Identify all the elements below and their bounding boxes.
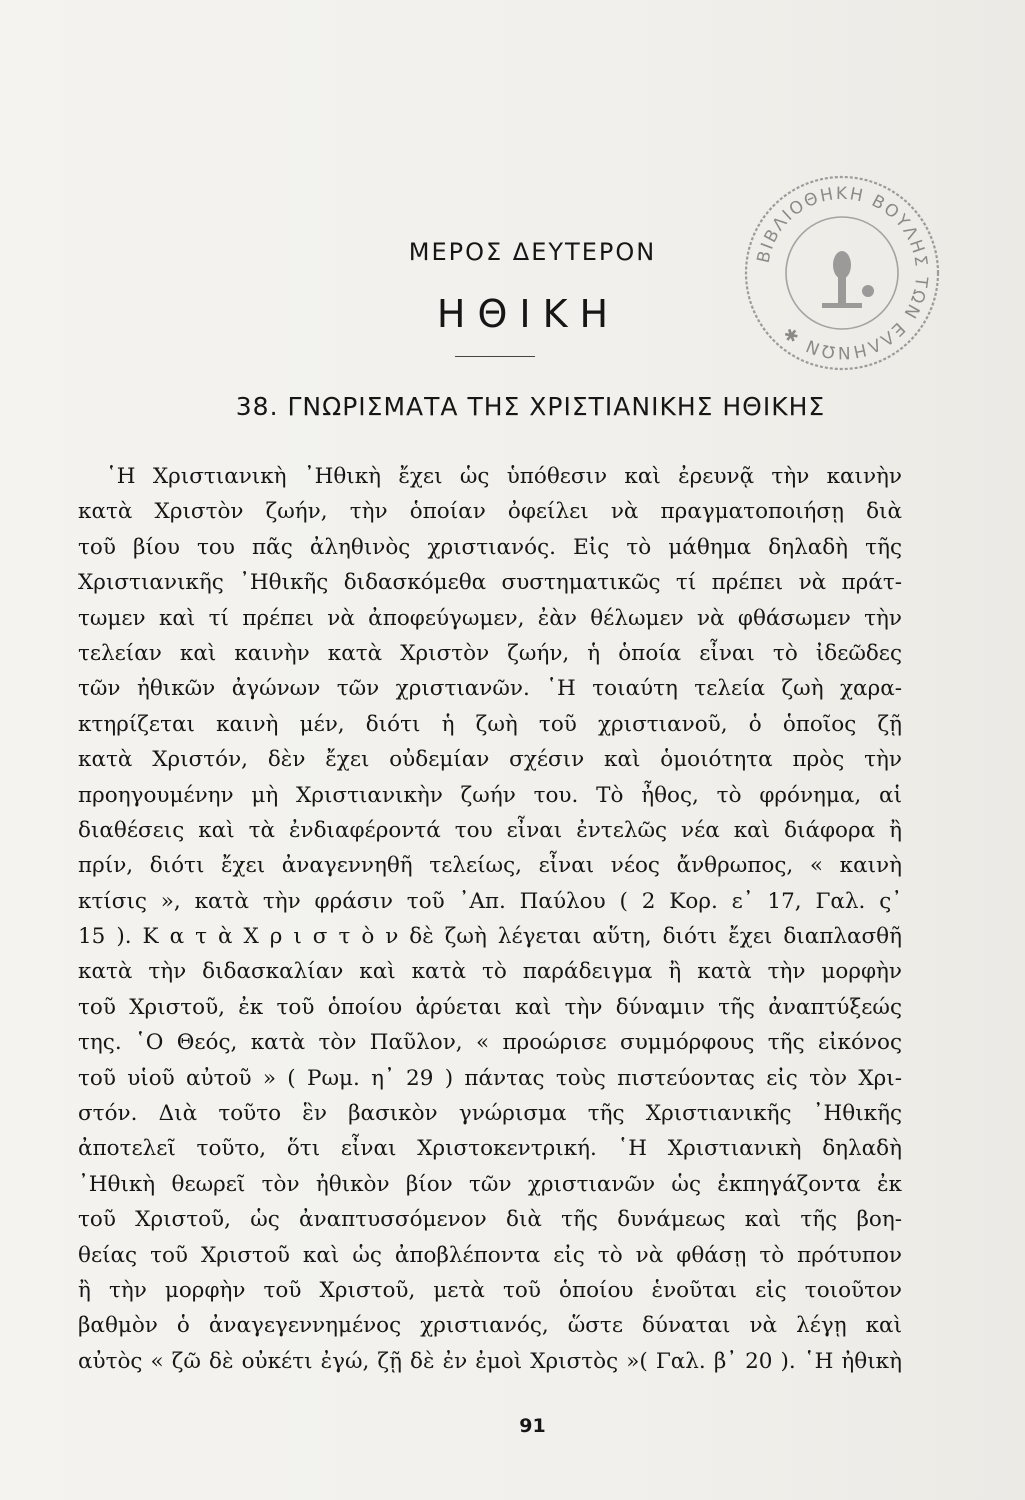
text-line: κτίσις », κατὰ τὴν φράσιν τοῦ ᾿Απ. Παύλου ( 2 Κορ. ε᾿ 17, Γαλ. ς᾿ (78, 888, 902, 914)
text-line: τοῦ Χριστοῦ, ὡς ἀναπτυσσόμενον διὰ τῆς δυνάμεως καὶ τῆς βοη- (78, 1207, 902, 1233)
body-text (78, 459, 902, 1379)
title-divider (455, 356, 535, 357)
text-line: τῶν ἠθικῶν ἀγώνων τῶν χριστιανῶν. ῾Η τοιαύτη τελεία ζωὴ χαρα- (78, 676, 902, 702)
text-line: Χριστιανικῆς ᾿Ηθικῆς διδασκόμεθα συστηματικῶς τί πρέπει νὰ πράτ- (78, 570, 902, 596)
text-line: ῾Η Χριστιανικὴ ᾿Ηθικὴ ἔχει ὡς ὑπόθεσιν καὶ ἐρευνᾷ τὴν καινὴν (106, 464, 902, 489)
part-title: ΜΕΡΟΣ ΔΕΥΤΕΡΟΝ (408, 238, 657, 266)
text-line: θείας τοῦ Χριστοῦ καὶ ὡς ἀποβλέποντα εἰς τὸ νὰ φθάσῃ τὸ πρότυπον (78, 1242, 902, 1268)
text-line: τοῦ υἱοῦ αὐτοῦ » ( Ρωμ. η᾿ 29 ) πάντας τοὺς πιστεύοντας εἰς τὸν Χρι- (78, 1065, 902, 1091)
text-line: διαθέσεις καὶ τὰ ἐνδιαφέροντά του εἶναι ἐντελῶς νέα καὶ διάφορα ἢ (78, 817, 902, 843)
library-stamp (742, 173, 942, 373)
text-line: βαθμὸν ὁ ἀναγεγεννημένος χριστιανός, ὥστε δύναται νὰ λέγῃ καὶ (78, 1313, 902, 1339)
text-line: κατὰ τὴν διδασκαλίαν καὶ κατὰ τὸ παράδειγμα ἢ κατὰ τὴν μορφὴν (78, 959, 902, 985)
text-line: στόν. Διὰ τοῦτο ἓν βασικὸν γνώρισμα τῆς Χριστιανικῆς ᾿Ηθικῆς (78, 1101, 902, 1127)
text-line: ἀποτελεῖ τοῦτο, ὅτι εἶναι Χριστοκεντρική. ῾Η Χριστιανικὴ δηλαδὴ (78, 1136, 902, 1162)
text-line: κατὰ Χριστόν, δὲν ἔχει οὐδεμίαν σχέσιν καὶ ὁμοιότητα πρὸς τὴν (78, 747, 902, 773)
text-line: τελείαν καὶ καινὴν κατὰ Χριστὸν ζωήν, ἡ ὁποία εἶναι τὸ ἰδεῶδες (78, 640, 902, 666)
svg-text:ΒΙΒΛΙΟΘΗΚΗ ΒΟΥΛΗΣ ΤΩΝ ΕΛΛΗΝΩΝ: ΒΙΒΛΙΟΘΗΚΗ ΒΟΥΛΗΣ ΤΩΝ ΕΛΛΗΝΩΝ ✱ (753, 183, 932, 363)
text-line: τοῦ βίου του πᾶς ἀληθινὸς χριστιανός. Εἰς τὸ μάθημα δηλαδὴ τῆς (78, 534, 902, 560)
text-line: κατὰ Χριστὸν ζωήν, τὴν ὁποίαν ὀφείλει νὰ πραγματοποιήσῃ διὰ (78, 499, 902, 525)
text-line: 15 ). Κ α τ ὰ Χ ρ ι σ τ ὸ ν δὲ ζωὴ λέγεται αὕτη, διότι ἔχει διαπλασθῆ (78, 924, 902, 950)
text-line: αὐτὸς « ζῶ δὲ οὐκέτι ἐγώ, ζῇ δὲ ἐν ἐμοὶ Χριστὸς »( Γαλ. β᾿ 20 ). ῾Η ἠθικὴ (78, 1348, 902, 1374)
text-line: κτηρίζεται καινὴ μέν, διότι ἡ ζωὴ τοῦ χριστιανοῦ, ὁ ὁποῖος ζῇ (78, 711, 902, 737)
section-title: ΗΘΙΚΗ (436, 292, 621, 336)
text-line: προηγουμένην μὴ Χριστιανικὴν ζωήν του. Τὸ ἦθος, τὸ φρόνημα, αἱ (78, 782, 902, 808)
text-line: τοῦ Χριστοῦ, ἐκ τοῦ ὁποίου ἀρύεται καὶ τὴν δύναμιν τῆς ἀναπτύξεώς (78, 994, 902, 1020)
text-line: πρίν, διότι ἔχει ἀναγεννηθῆ τελείως, εἶναι νέος ἄνθρωπος, « καινὴ (78, 853, 902, 879)
chapter-title: 38. ΓΝΩΡΙΣΜΑΤΑ ΤΗΣ ΧΡΙΣΤΙΑΝΙΚΗΣ ΗΘΙΚΗΣ (235, 392, 826, 421)
text-line: της. ῾Ο Θεός, κατὰ τὸν Παῦλον, « προώρισε συμμόρφους τῆς εἰκόνος (78, 1030, 902, 1056)
text-line: ἢ τὴν μορφὴν τοῦ Χριστοῦ, μετὰ τοῦ ὁποίου ἑνοῦται εἰς τοιοῦτον (78, 1277, 902, 1303)
page-number: 91 (519, 1415, 546, 1437)
text-line: τωμεν καὶ τί πρέπει νὰ ἀποφεύγωμεν, ἐὰν θέλωμεν νὰ φθάσωμεν τὴν (78, 605, 902, 631)
text-line: ᾿Ηθικὴ θεωρεῖ τὸν ἠθικὸν βίον τῶν χριστιανῶν ὡς ἐκπηγάζοντα ἐκ (78, 1171, 902, 1197)
